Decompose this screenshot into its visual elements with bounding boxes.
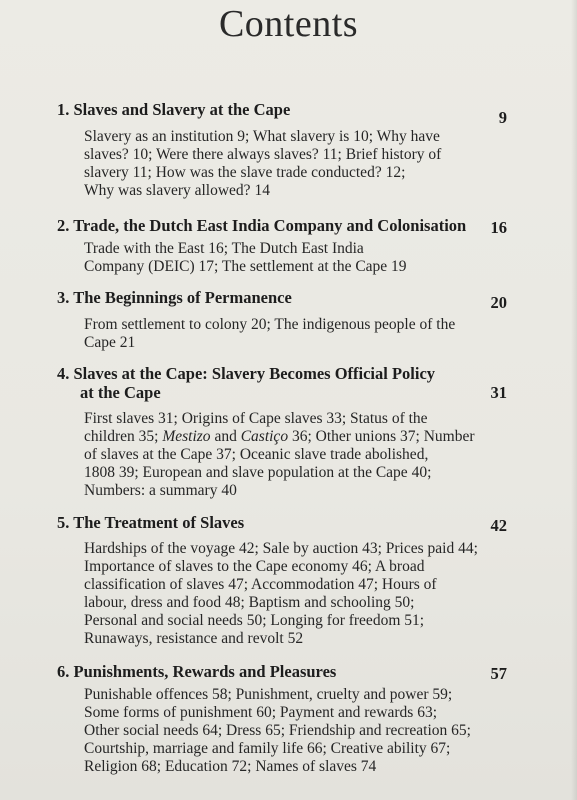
chapter-subtopics [84,540,494,648]
subtopic-line: Courtship, marriage and family life 66; Creative ability 67; [84,740,451,757]
chapter-heading: at the Cape [80,383,161,402]
subtopic-line: Numbers: a summary 40 [84,482,237,499]
chapter-page-number: 42 [490,516,507,535]
subtopic-line: Trade with the East 16; The Dutch East India [84,240,364,257]
subtopic-line: Company (DEIC) 17; The settlement at the Cape 19 [84,258,407,275]
chapter-subtopics [84,128,494,200]
chapter-page-number: 16 [490,218,507,237]
subtopic-line: Religion 68; Education 72; Names of slaves 74 [84,758,377,775]
chapter-subtopics [84,410,494,500]
subtopic-line: Personal and social needs 50; Longing for freedom 51; [84,612,425,629]
page-edge-shadow [571,0,577,800]
subtopic-line: Other social needs 64; Dress 65; Friendship and recreation 65; [84,722,471,739]
chapter-heading: 6. Punishments, Rewards and Pleasures [57,662,337,681]
subtopic-line: Runaways, resistance and revolt 52 [84,630,304,647]
chapter-heading: 2. Trade, the Dutch East India Company and Colonisation [57,216,467,235]
subtopic-line: labour, dress and food 48; Baptism and schooling 50; [84,594,415,611]
subtopic-line: Why was slavery allowed? 14 [84,182,270,199]
subtopic-line: Importance of slaves to the Cape economy 46; A broad [84,558,425,575]
subtopic-line: Cape 21 [84,334,136,351]
subtopic-line: children 35; Mestizo and Castiço 36; Other unions 37; Number [84,428,475,445]
subtopic-line: slaves? 10; Were there always slaves? 11; Brief history of [84,146,442,163]
chapter-page-number: 57 [490,664,507,683]
subtopic-line: 1808 39; European and slave population at the Cape 40; [84,464,432,481]
chapter-heading: 4. Slaves at the Cape: Slavery Becomes Official Policy [57,364,436,383]
chapter-heading: 1. Slaves and Slavery at the Cape [57,100,291,119]
chapter-heading: 5. The Treatment of Slaves [57,513,245,532]
chapter-heading: 3. The Beginnings of Permanence [57,288,292,307]
subtopic-line: First slaves 31; Origins of Cape slaves 33; Status of the [84,410,428,427]
chapter-page-number: 31 [490,383,507,402]
chapter-subtopics [84,240,494,276]
chapter-subtopics [84,316,494,352]
chapter-page-number: 20 [490,293,507,312]
subtopic-line: Slavery as an institution 9; What slavery is 10; Why have [84,128,440,145]
subtopic-line: Hardships of the voyage 42; Sale by auction 43; Prices paid 44; [84,540,478,557]
subtopic-line: classification of slaves 47; Accommodation 47; Hours of [84,576,437,593]
subtopic-line: of slaves at the Cape 37; Oceanic slave trade abolished, [84,446,429,463]
subtopic-line: Punishable offences 58; Punishment, cruelty and power 59; [84,686,453,703]
subtopic-line: From settlement to colony 20; The indigenous people of the [84,316,456,333]
subtopic-line: slavery 11; How was the slave trade conducted? 12; [84,164,406,181]
page-title: Contents [218,3,359,45]
chapter-subtopics [84,686,494,776]
subtopic-line: Some forms of punishment 60; Payment and rewards 63; [84,704,438,721]
chapter-page-number: 9 [498,108,507,127]
